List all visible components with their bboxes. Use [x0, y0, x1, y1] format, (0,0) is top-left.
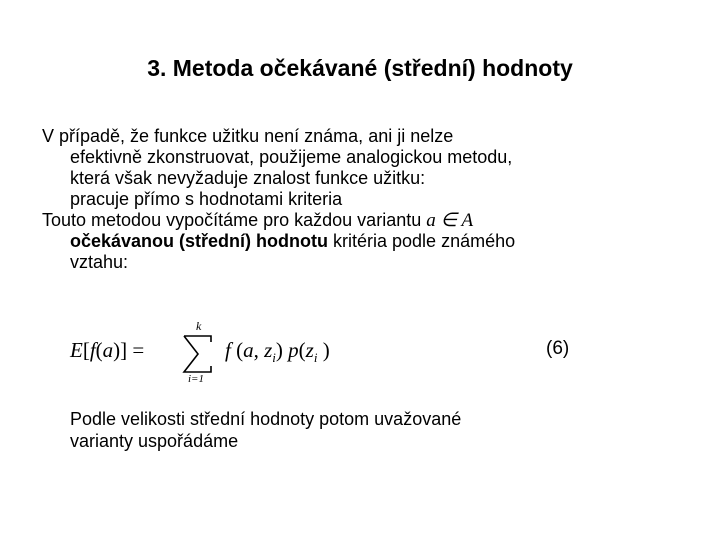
paragraph3-line2: varianty uspořádáme [70, 431, 239, 451]
sum-upper-limit: k [196, 319, 202, 333]
paragraph1-line2: efektivně zkonstruovat, použijeme analogickou metodu, [70, 147, 513, 167]
body-text [42, 126, 702, 273]
paragraph1-line4: pracuje přímo s hodnotami kriteria [70, 189, 343, 209]
expected-value-term: očekávanou (střední) hodnotu [70, 231, 329, 251]
paragraph2-line1 [42, 210, 702, 231]
slide-title: 3. Metoda očekávané (střední) hodnoty [147, 55, 573, 81]
closing-text [70, 408, 690, 452]
paragraph3-line1: Podle velikosti střední hodnoty potom uvažované [70, 409, 462, 429]
paragraph1-line3: která však nevyžaduje znalost funkce užitku: [70, 168, 426, 188]
sigma-glyph [184, 336, 211, 372]
formula-lhs: E[f(a)] = [70, 338, 145, 362]
expected-value-formula [70, 318, 630, 384]
sum-lower-limit: i=1 [188, 373, 204, 384]
paragraph2-line2-rest: kritéria podle známého [328, 231, 516, 251]
formula-rhs: f (a, $z_i$) $p(z_i$ ) [225, 338, 330, 365]
summation-symbol [178, 318, 222, 384]
paragraph2-line1-text: Touto metodou vypočítáme pro každou variantu [42, 210, 427, 230]
paragraph1-line1: V případě, že funkce užitku není známa, ani ji nelze [42, 126, 454, 146]
paragraph2-line3: vztahu: [70, 252, 129, 272]
equation-number: (6) [546, 338, 570, 359]
variant-set-expression: a ∈ A [426, 210, 474, 231]
paragraph2-line2 [42, 231, 702, 252]
